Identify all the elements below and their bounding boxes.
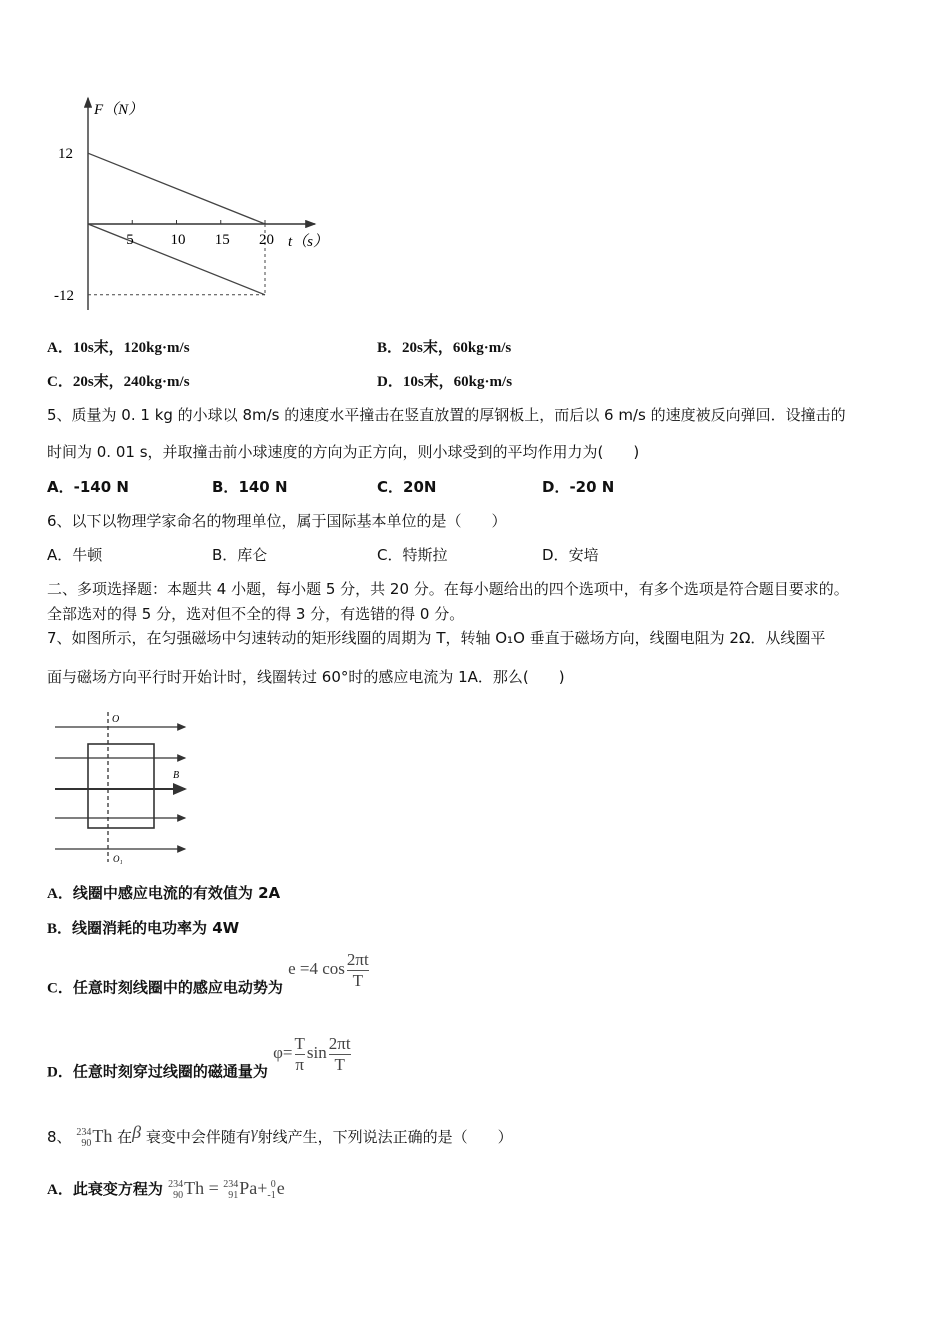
section2-line1: 二、多项选择题：本题共 4 小题，每小题 5 分，共 20 分。在每小题给出的四个选项中，有多个选项是符合题目要求的。 — [47, 580, 849, 598]
q6-option-b[interactable]: B．库仑 — [212, 546, 268, 564]
q4-option-a[interactable]: A．10s末，120kg·m/s — [47, 340, 190, 356]
q5-stem-line2: 时间为 0. 01 s，并取撞击前小球速度的方向为正方向，则小球受到的平均作用力为( ) — [47, 443, 640, 461]
q5-option-c[interactable]: C．20N — [377, 478, 437, 496]
y-tick-label: 12 — [58, 146, 73, 163]
q7-stem-line1: 7、如图所示，在匀强磁场中匀速转动的矩形线圈的周期为 T，转轴 O₁O 垂直于磁场方向，线圈电阻为 2Ω．从线圈平 — [47, 629, 826, 647]
q7-stem-line2: 面与磁场方向平行时开始计时，线圈转过 60°时的感应电流为 1A．那么( ) — [47, 668, 565, 686]
q8-stem: 8、 234 90 Th 在β 衰变中会伴随有γ射线产生，下列说法正确的是（ ） — [47, 1122, 513, 1149]
q4-option-b[interactable]: B．20s末，60kg·m/s — [377, 340, 512, 356]
upper-force-line — [88, 153, 265, 224]
q5-option-a[interactable]: A．-140 N — [47, 478, 129, 496]
q7-option-c[interactable]: C．任意时刻线圈中的感应电动势为 e =4 cos $\frac{2\pi t}{T}$ — [47, 950, 369, 997]
y-axis-label: F（N） — [94, 102, 144, 118]
x-tick-label: 20 — [259, 232, 274, 248]
q8-option-a[interactable]: A．此衰变方程为 234 90 Th = 234 91 Pa+ 0 -1 e — [47, 1178, 285, 1201]
flux-formula: φ= $\frac{T}{\pi}$ sin $\frac{2\pi t}{T}$ — [273, 1034, 351, 1074]
axis-label-o1: O₁ — [113, 854, 123, 864]
thorium-nuclide: 234 90 Th — [76, 1126, 113, 1149]
q5-option-d[interactable]: D．-20 N — [542, 478, 615, 496]
field-label-b: B — [173, 770, 180, 781]
force-time-graph — [40, 90, 340, 310]
emf-formula: e =4 cos $\frac{2\pi t}{T}$ — [288, 950, 369, 990]
x-tick-label: 10 — [170, 232, 186, 248]
x-tick-label: 5 — [126, 232, 134, 248]
q5-stem-line1: 5、质量为 0. 1 kg 的小球以 8m/s 的速度水平撞击在竖直放置的厚钢板上，而后以 6 m/s 的速度被反向弹回．设撞击的 — [47, 406, 846, 424]
q5-option-b[interactable]: B．140 N — [212, 478, 288, 496]
q4-option-d[interactable]: D．10s末，60kg·m/s — [377, 374, 513, 390]
coil-diagram — [55, 710, 205, 870]
q6-option-c[interactable]: C．特斯拉 — [377, 546, 448, 564]
q6-stem: 6、以下以物理学家命名的物理单位，属于国际基本单位的是（ ） — [47, 512, 507, 530]
axis-label-o: O — [112, 714, 120, 725]
y-tick-label: -12 — [54, 287, 74, 304]
x-axis-label: t（s） — [288, 234, 329, 250]
q6-option-d[interactable]: D．安培 — [542, 546, 599, 564]
decay-equation: 234 90 Th = 234 91 Pa+ 0 -1 e — [168, 1178, 285, 1201]
section2-line2: 全部选对的得 5 分，选对但不全的得 3 分，有选错的得 0 分。 — [47, 605, 465, 623]
q6-option-a[interactable]: A．牛顿 — [47, 546, 103, 564]
q7-option-d[interactable]: D．任意时刻穿过线圈的磁通量为 φ= $\frac{T}{\pi}$ sin $\frac{2\pi t}{T}$ — [47, 1034, 351, 1081]
q4-option-c[interactable]: C．20s末，240kg·m/s — [47, 374, 190, 390]
q7-option-a[interactable]: A．线圈中感应电流的有效值为 2A — [47, 884, 281, 902]
q7-option-b[interactable]: B．线圈消耗的电功率为 4W — [47, 919, 240, 937]
x-tick-label: 15 — [214, 232, 230, 248]
